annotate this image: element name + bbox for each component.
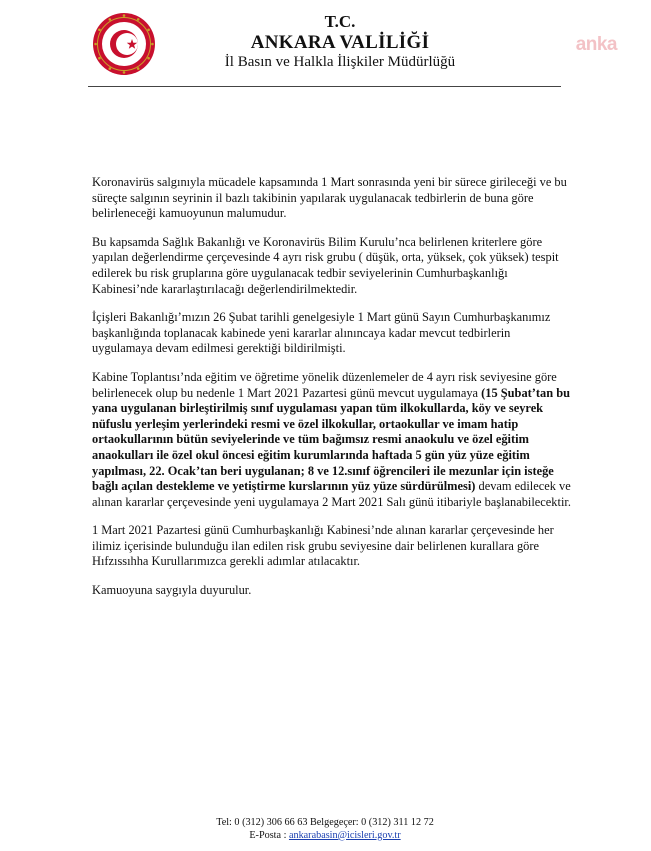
footer-email-line	[200, 830, 450, 843]
paragraph-4-end: devam edilecek ve alınan kararlar çerçevesinde yeni uygulamaya 2 Mart 2021 Salı günü itibariyle başlanabilecektir.	[92, 479, 571, 509]
press-release-body	[92, 175, 572, 612]
turkish-presidential-seal-icon	[92, 12, 156, 76]
paragraph-3: İçişleri Bakanlığı’mızın 26 Şubat tarihli genelgesiyle 1 Mart günü Sayın Cumhurbaşkanımız başkanlığında toplanacak kabinede yeni kararlar alınıncaya kadar mevcut tedbirlerin uygulamaya devam edilmesi gerektiği bildirilmişti.	[92, 310, 551, 356]
footer-phone-fax: Tel: 0 (312) 306 66 63 Belgegeçer: 0 (312) 311 12 72	[216, 817, 434, 828]
footer-email-link[interactable]: ankarabasin@icisleri.gov.tr	[288, 829, 401, 841]
header-divider	[88, 86, 561, 87]
closing-line: Kamuoyuna saygıyla duyurulur.	[92, 583, 252, 598]
paragraph-5: 1 Mart 2021 Pazartesi günü Cumhurbaşkanlığı Kabinesi’nde alınan kararlar çerçevesinde her ilimiz içerisinde bulunduğu ilan edilen risk grubu seviyesine dair belirlenen kurallara göre Hıfzıssıhha Kurullarımızca gerekli adımlar atılacaktır.	[92, 523, 554, 569]
anka-watermark: anka	[575, 34, 617, 55]
header-tc: T.C.	[324, 12, 356, 31]
header-mudurluk: İl Basın ve Halkla İlişkiler Müdürlüğü	[224, 54, 456, 70]
paragraph-2: Bu kapsamda Sağlık Bakanlığı ve Koronavirüs Bilim Kurulu’nca belirlenen kriterlere göre yapılan değerlendirme çerçevesinde 4 ayrı risk grubu ( düşük, orta, yüksek, çok yüksek) tespit edilerek bu risk gruplarına göre uygulanacak tedbir seviyelerinin Cumhurbaşkanlığı Kabinesi’nde kararlaştırılacağı değerlendirilmektedir.	[92, 234, 559, 296]
footer-email-label: E-Posta :	[249, 829, 289, 841]
letterhead	[150, 12, 530, 72]
paragraph-1: Koronavirüs salgınıyla mücadele kapsamında 1 Mart sonrasında yeni bir sürece girileceği ve bu süreçte salgının seyrinin il bazlı takibinin yapılarak uygulanacak tedbirlerin de buna göre belirleneceği kamuoyunun malumudur.	[92, 175, 567, 221]
paragraph-4-start: Kabine Toplantısı’nda eğitim ve öğretime yönelik düzenlemeler de 4 ayrı risk seviyesine göre belirlenecek olup bu nedenle 1 Mart 2021 Pazartesi günü mevcut uygulamaya	[92, 369, 557, 400]
contact-footer	[200, 817, 450, 842]
header-valilik: ANKARA VALİLİĞİ	[250, 32, 430, 53]
paragraph-4	[92, 370, 572, 510]
paragraph-4-bold: (15 Şubat’tan bu yana uygulanan birleştirilmiş sınıf uygulaması yapan tüm ilkokullarda, köy ve seyrek nüfuslu yerleşim yerlerindeki resmi ve özel ilkokullar, ortaokullar ve imam hatip ortaokullarının bütün seviyelerinde ve tüm bağımsız resmi anaokulu ve özel eğitim anaokulları ile özel okul öncesi eğitim kurumlarında haftada 5 gün yüz yüze eğitim yapılması, 22. Ocak’tan beri uygulanan; 8 ve 12.sınıf öğrencileri ile mezunlar için isteğe bağlı açılan destekleme ve yetiştirme kurslarının yüz yüze sürdürülmesi)	[92, 385, 570, 494]
